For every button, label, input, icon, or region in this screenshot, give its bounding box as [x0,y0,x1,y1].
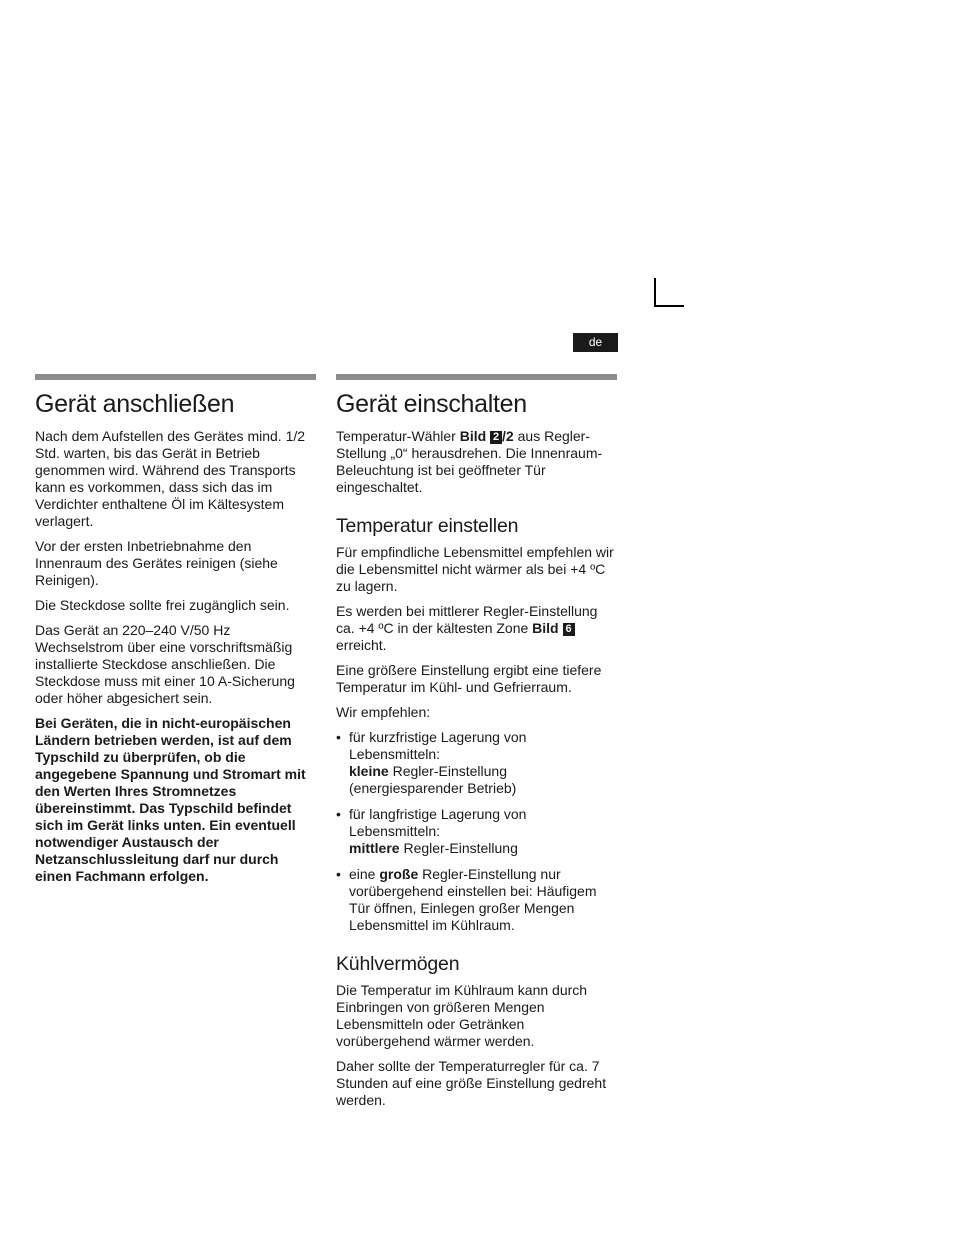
intro-paragraph [336,428,617,496]
section-connect [35,374,316,893]
text: Es werden bei mittlerer Regler-Einstellung ca. +4 ºC in der kältesten Zone [336,603,598,636]
text: eine [349,866,380,882]
paragraph [336,603,617,654]
section-rule [336,374,617,380]
bullet: • [336,866,341,882]
text: Regler-Einstellung nur vorübergehend einstellen bei: Häufigem Tür öffnen, Einlegen großer Mengen Lebensmittel im Kühlraum. [349,866,597,933]
heading-switch-on: Gerät einschalten [336,390,527,418]
text: Regler-Einstellung (energiesparender Betrieb) [349,763,517,796]
section-rule [35,374,316,380]
paragraph: Daher sollte der Temperaturregler für ca. 7 Stunden auf eine größe Einstellung gedreht werden. [336,1058,607,1108]
heading-connect: Gerät anschließen [35,390,235,418]
text: für kurzfristige Lagerung von Lebensmitteln: [349,729,527,762]
crop-mark-horizontal [654,305,684,307]
emphasis: mittlere [349,840,400,856]
bullet: • [336,806,341,822]
text: erreicht. [336,637,387,653]
recommendation-list [336,729,617,934]
crop-mark [654,278,684,306]
section-switch-on [336,374,617,1117]
emphasis: große [379,866,419,882]
list-item [336,729,617,797]
paragraph: Nach dem Aufstellen des Gerätes mind. 1/2 Std. warten, bis das Gerät in Betrieb genommen wird. Während des Transports kann es vorkommen, dass sich das im Verdichter enthaltene Öl im Kältesystem verlagert. [35,428,306,529]
list-item [336,866,617,934]
paragraph: Eine größere Einstellung ergibt eine tiefere Temperatur im Kühl- und Gefrierraum. [336,662,602,695]
crop-mark-vertical [654,278,656,306]
heading-set-temperature: Temperatur einstellen [336,515,519,537]
emphasis: kleine [349,763,389,779]
figure-ref: Bild [532,620,559,636]
paragraph: Vor der ersten Inbetriebnahme den Innenraum des Gerätes reinigen (siehe Reinigen). [35,538,278,588]
heading-cooling-capacity: Kühlvermögen [336,953,460,975]
paragraph: Für empfindliche Lebensmittel empfehlen wir die Lebensmittel nicht wärmer als bei +4 ºC zu lagern. [336,544,614,594]
figure-number-box: 6 [563,623,575,636]
text: Regler-Einstellung [399,840,518,856]
list-item [336,806,617,857]
paragraph: Wir empfehlen: [336,704,431,720]
paragraph: Das Gerät an 220–240 V/50 Hz Wechselstrom über eine vorschriftsmäßig installierte Steckdose anschließen. Die Steckdose muss mit einer 10 A-Sicherung oder höher abgesichert sein. [35,622,295,706]
text: Temperatur-Wähler [336,428,460,444]
language-badge: de [573,333,618,352]
bullet: • [336,729,341,745]
figure-ref: Bild [459,428,487,444]
figure-ref-suffix: /2 [502,428,514,444]
paragraph: Die Temperatur im Kühlraum kann durch Einbringen von größeren Mengen Lebensmitteln oder Getränken vorübergehend wärmer werden. [336,982,588,1049]
figure-number-box: 2 [490,431,502,444]
warning-paragraph: Bei Geräten, die in nicht-europäischen Ländern betrieben werden, ist auf dem Typschild zu überprüfen, ob die angegebene Spannung und Stromart mit den Werten Ihres Stromnetzes übereinstimmt. Das Typschild befindet sich im Gerät links unten. Ein eventuell notwendiger Austausch der Netzanschlussleitung darf nur durch einen Fachmann erfolgen. [35,715,306,884]
paragraph: Die Steckdose sollte frei zugänglich sein. [35,597,290,613]
text: aus Regler-Stellung „0“ herausdrehen. Die Innenraum-Beleuchtung ist bei geöffneter Tür eingeschaltet. [336,428,603,495]
text: für langfristige Lagerung von Lebensmitteln: [349,806,527,839]
